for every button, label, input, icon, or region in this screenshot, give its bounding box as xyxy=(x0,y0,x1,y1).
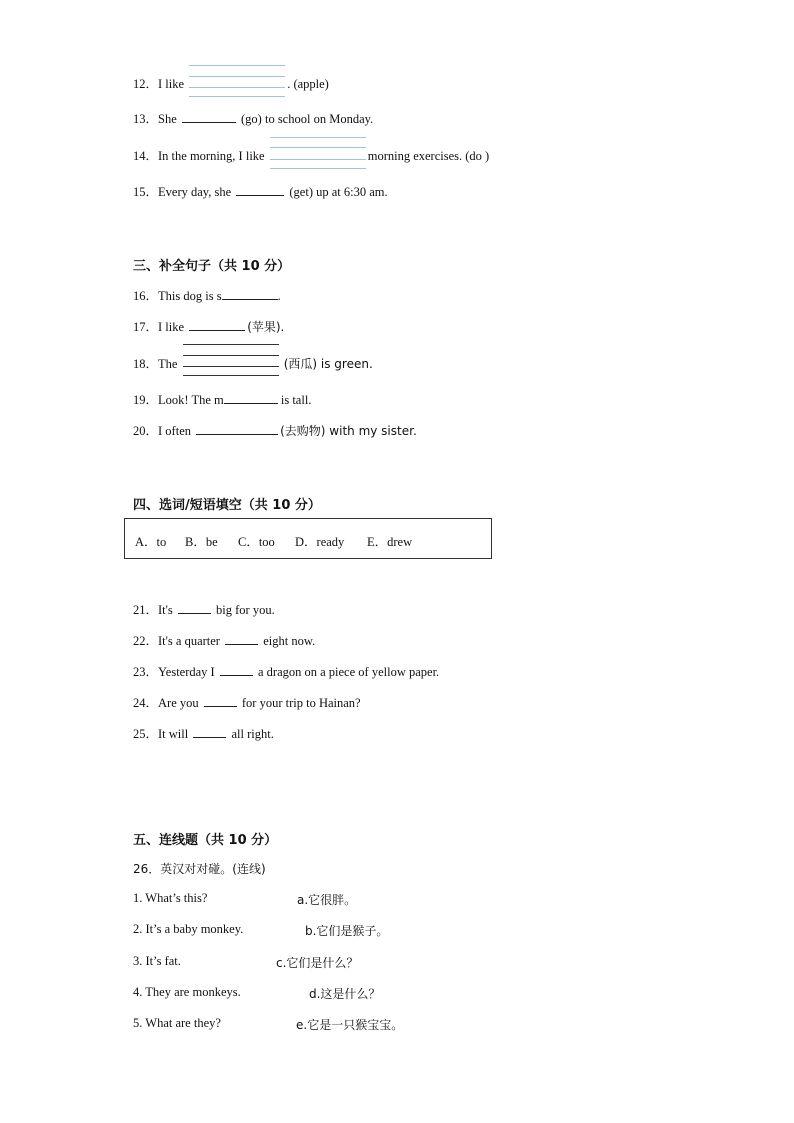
answer-blank[interactable] xyxy=(224,391,278,404)
answer-blank[interactable] xyxy=(183,354,279,368)
option-e: E．drew xyxy=(367,535,413,549)
question-15: 15．Every day, she (get) up at 6:30 am. xyxy=(133,185,388,199)
option-a: A．to xyxy=(135,535,167,549)
answer-blank[interactable] xyxy=(178,601,211,614)
section-3-title: 三、补全句子（共 10 分） xyxy=(133,259,291,274)
answer-blank[interactable] xyxy=(225,632,258,645)
question-17: 17．I like (苹果). xyxy=(133,320,285,334)
match-right-item[interactable]: b.它们是猴子。 xyxy=(305,924,389,938)
question-19: 19．Look! The m is tall. xyxy=(133,393,312,407)
question-20: 20．I often (去购物) with my sister. xyxy=(133,424,417,438)
match-left-item[interactable]: 5. What are they? xyxy=(133,1016,221,1030)
answer-blank[interactable] xyxy=(222,287,278,300)
question-18: 18．The (西瓜) is green. xyxy=(133,354,373,372)
match-right-item[interactable]: c.它们是什么？ xyxy=(276,956,359,970)
answer-blank[interactable] xyxy=(196,422,278,435)
question-12: 12．I like . (apple) xyxy=(133,74,329,92)
match-left-item[interactable]: 2. It’s a baby monkey. xyxy=(133,922,244,936)
answer-blank[interactable] xyxy=(204,694,237,707)
question-13: 13．She (go) to school on Monday. xyxy=(133,112,374,126)
section-4-title: 四、选词/短语填空（共 10 分） xyxy=(133,498,321,513)
question-14: 14．In the morning, I like morning exercises. (do ) xyxy=(133,146,489,164)
answer-blank[interactable] xyxy=(193,725,226,738)
match-right-item[interactable]: a.它很胖。 xyxy=(297,893,357,907)
question-24: 24．Are you for your trip to Hainan? xyxy=(133,696,361,710)
option-c: C．too xyxy=(238,535,275,549)
question-22: 22．It's a quarter eight now. xyxy=(133,634,316,648)
question-16: 16．This dog is s . xyxy=(133,289,281,303)
option-d: D．ready xyxy=(295,535,345,549)
answer-blank[interactable] xyxy=(236,183,284,196)
question-21: 21．It's big for you. xyxy=(133,603,275,617)
match-left-item[interactable]: 4. They are monkeys. xyxy=(133,985,241,999)
match-right-item[interactable]: d.这是什么？ xyxy=(309,987,381,1001)
answer-blank[interactable] xyxy=(270,146,366,160)
word-bank xyxy=(124,518,492,559)
answer-blank[interactable] xyxy=(220,663,253,676)
question-25: 25．It will all right. xyxy=(133,727,274,741)
question-23: 23．Yesterday I a dragon on a piece of yellow paper. xyxy=(133,665,440,679)
answer-blank[interactable] xyxy=(189,74,285,88)
option-b: B．be xyxy=(185,535,218,549)
answer-blank[interactable] xyxy=(182,110,236,123)
match-right-item[interactable]: e.它是一只猴宝宝。 xyxy=(296,1018,404,1032)
answer-blank[interactable] xyxy=(189,318,245,331)
match-left-item[interactable]: 3. It’s fat. xyxy=(133,954,181,968)
question-26-instruction: 26．英汉对对碰。(连线) xyxy=(133,862,266,876)
match-left-item[interactable]: 1. What’s this? xyxy=(133,891,208,905)
section-5-title: 五、连线题（共 10 分） xyxy=(133,833,278,848)
